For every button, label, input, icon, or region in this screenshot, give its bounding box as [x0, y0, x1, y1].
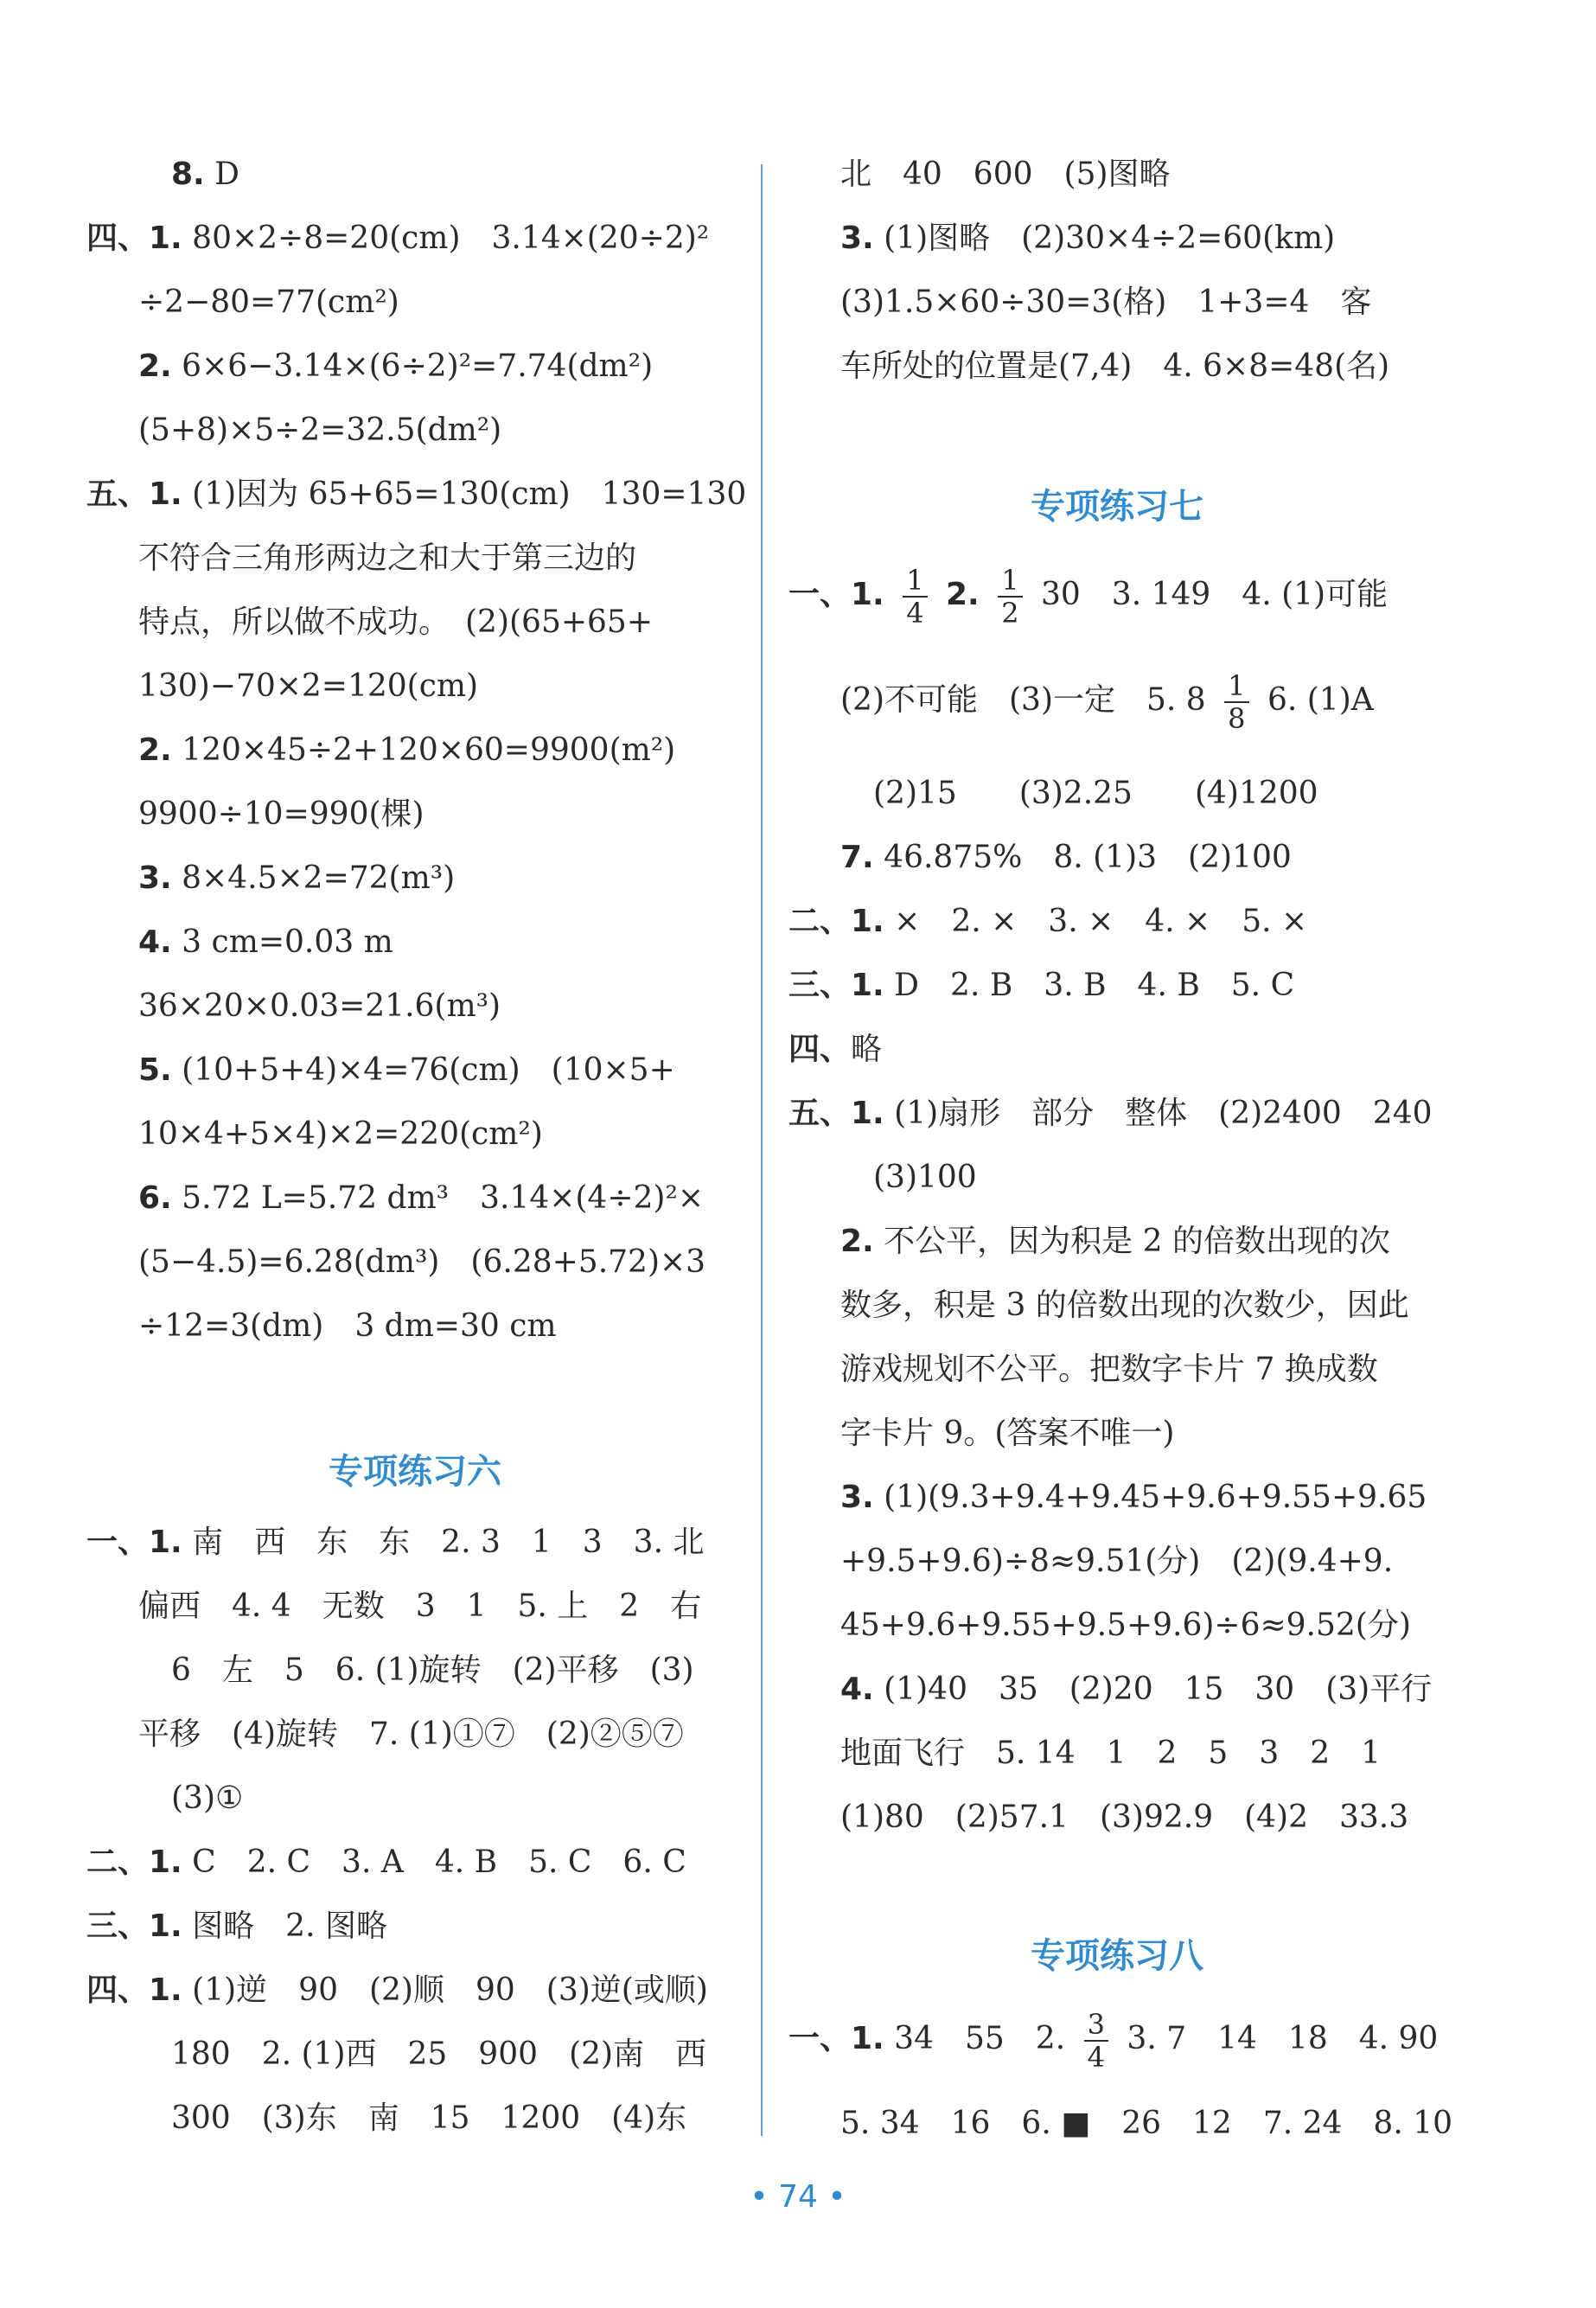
answer-line: (3)100 — [873, 1160, 977, 1195]
answer-line: 字卡片 9。(答案不唯一) — [840, 1416, 1175, 1451]
answer-line: (5−4.5)=6.28(dm³) (6.28+5.72)×3 — [138, 1244, 706, 1280]
answer-line: 3. (1)(9.3+9.4+9.45+9.6+9.55+9.65 — [840, 1480, 1427, 1515]
answer-line: 300 (3)东 南 15 1200 (4)东 — [171, 2100, 687, 2136]
answer-line: 36×20×0.03=21.6(m³) — [138, 988, 501, 1024]
answer-line: 2. 不公平，因为积是 2 的倍数出现的次 — [840, 1224, 1390, 1259]
answer-line: 不符合三角形两边之和大于第三边的 — [138, 540, 637, 576]
answer-line: 2. 6×6−3.14×(6÷2)²=7.74(dm²) — [138, 348, 654, 384]
answer-line: 130)−70×2=120(cm) — [138, 668, 479, 704]
answer-line: (1)80 (2)57.1 (3)92.9 (4)2 33.3 — [840, 1800, 1409, 1835]
answer-line: 4. 3 cm=0.03 m — [138, 924, 393, 960]
answer-line: 一、1. $\frac{1}{4}$ 2. $\frac{1}{2}$ 30 3. 149 4. (1)可能 — [788, 564, 1389, 630]
page-number: • 74 • — [750, 2179, 846, 2215]
fraction: $\frac{1}{4}$ — [903, 565, 927, 629]
answer-line: 二、1. × 2. × 3. × 4. × 5. × — [788, 904, 1308, 939]
answer-line: 7. 46.875% 8. (1)3 (2)100 — [840, 840, 1292, 875]
answer-line: 五、1. (1)因为 65+65=130(cm) 130=130 — [86, 476, 747, 512]
answer-line: 6. 5.72 L=5.72 dm³ 3.14×(4÷2)²× — [138, 1180, 705, 1216]
answer-line: (2)不可能 (3)一定 5. 8 $\frac{1}{8}$ 6. (1)A — [840, 669, 1374, 735]
section-heading-7: 专项练习七 — [1031, 487, 1203, 527]
answer-line: 四、1. 80×2÷8=20(cm) 3.14×(20÷2)² — [86, 221, 710, 256]
answer-line: 平移 (4)旋转 7. (1)①⑦ (2)②⑤⑦ — [138, 1717, 684, 1752]
answer-line: 三、1. 图略 2. 图略 — [86, 1908, 387, 1944]
answer-line: 一、1. 南 西 东 东 2. 3 1 3 3. 北 — [86, 1525, 705, 1560]
answer-line: 地面飞行 5. 14 1 2 5 3 2 1 — [840, 1736, 1382, 1771]
answer-line: 四、1. (1)逆 90 (2)顺 90 (3)逆(或顺) — [86, 1972, 708, 2008]
answer-line: 数多，积是 3 的倍数出现的次数少，因此 — [840, 1288, 1409, 1323]
answer-line: 游戏规划不公平。把数字卡片 7 换成数 — [840, 1352, 1378, 1387]
answer-line: ÷12=3(dm) 3 dm=30 cm — [138, 1308, 557, 1344]
answer-line: 45+9.6+9.55+9.5+9.6)÷6≈9.52(分) — [840, 1608, 1411, 1643]
answer-line: 车所处的位置是(7,4) 4. 6×8=48(名) — [840, 348, 1390, 384]
answer-line: 一、1. 34 55 2. $\frac{3}{4}$ 3. 7 14 18 4. 90 — [788, 2008, 1439, 2074]
answer-line: 5. 34 16 6. ■ 26 12 7. 24 8. 10 — [840, 2106, 1453, 2141]
answer-line: ÷2−80=77(cm²) — [138, 285, 399, 320]
answer-line: 4. (1)40 35 (2)20 15 30 (3)平行 — [840, 1672, 1433, 1707]
answer-line: 3. 8×4.5×2=72(m³) — [138, 860, 456, 896]
answer-line: 三、1. D 2. B 3. B 4. B 5. C — [788, 968, 1295, 1003]
answer-line: 6 左 5 6. (1)旋转 (2)平移 (3) — [171, 1653, 694, 1688]
answer-line: 北 40 600 (5)图略 — [840, 157, 1171, 192]
answer-line: (3)1.5×60÷30=3(格) 1+3=4 客 — [840, 285, 1372, 320]
answer-line: 9900÷10=990(棵) — [138, 796, 425, 832]
answer-line: +9.5+9.6)÷8≈9.51(分) (2)(9.4+9. — [840, 1544, 1394, 1579]
answer-line: 10×4+5×4)×2=220(cm²) — [138, 1116, 543, 1152]
answer-line: 180 2. (1)西 25 900 (2)南 西 — [171, 2036, 707, 2072]
answer-line: (2)15 (3)2.25 (4)1200 — [873, 776, 1318, 811]
answer-line: 偏西 4. 4 无数 3 1 5. 上 2 右 — [138, 1589, 702, 1624]
column-divider — [761, 164, 763, 2136]
answer-line: (5+8)×5÷2=32.5(dm²) — [138, 412, 502, 448]
answer-line: 3. (1)图略 (2)30×4÷2=60(km) — [840, 221, 1336, 256]
answer-line: 二、1. C 2. C 3. A 4. B 5. C 6. C — [86, 1844, 686, 1880]
answer-line: 四、略 — [788, 1032, 883, 1067]
section-heading-8: 专项练习八 — [1031, 1936, 1203, 1976]
fraction: $\frac{1}{2}$ — [998, 565, 1022, 629]
section-heading-6: 专项练习六 — [329, 1452, 501, 1492]
fraction: $\frac{1}{8}$ — [1224, 670, 1248, 734]
answer-line: 8. D — [171, 157, 240, 192]
fraction: $\frac{3}{4}$ — [1084, 2009, 1108, 2073]
answer-line: (3)① — [171, 1781, 244, 1816]
answer-line: 五、1. (1)扇形 部分 整体 (2)2400 240 — [788, 1096, 1433, 1131]
answer-line: 特点，所以做不成功。 (2)(65+65+ — [138, 604, 653, 640]
answer-line: 2. 120×45÷2+120×60=9900(m²) — [138, 732, 676, 768]
answer-line: 5. (10+5+4)×4=76(cm) (10×5+ — [138, 1052, 675, 1088]
